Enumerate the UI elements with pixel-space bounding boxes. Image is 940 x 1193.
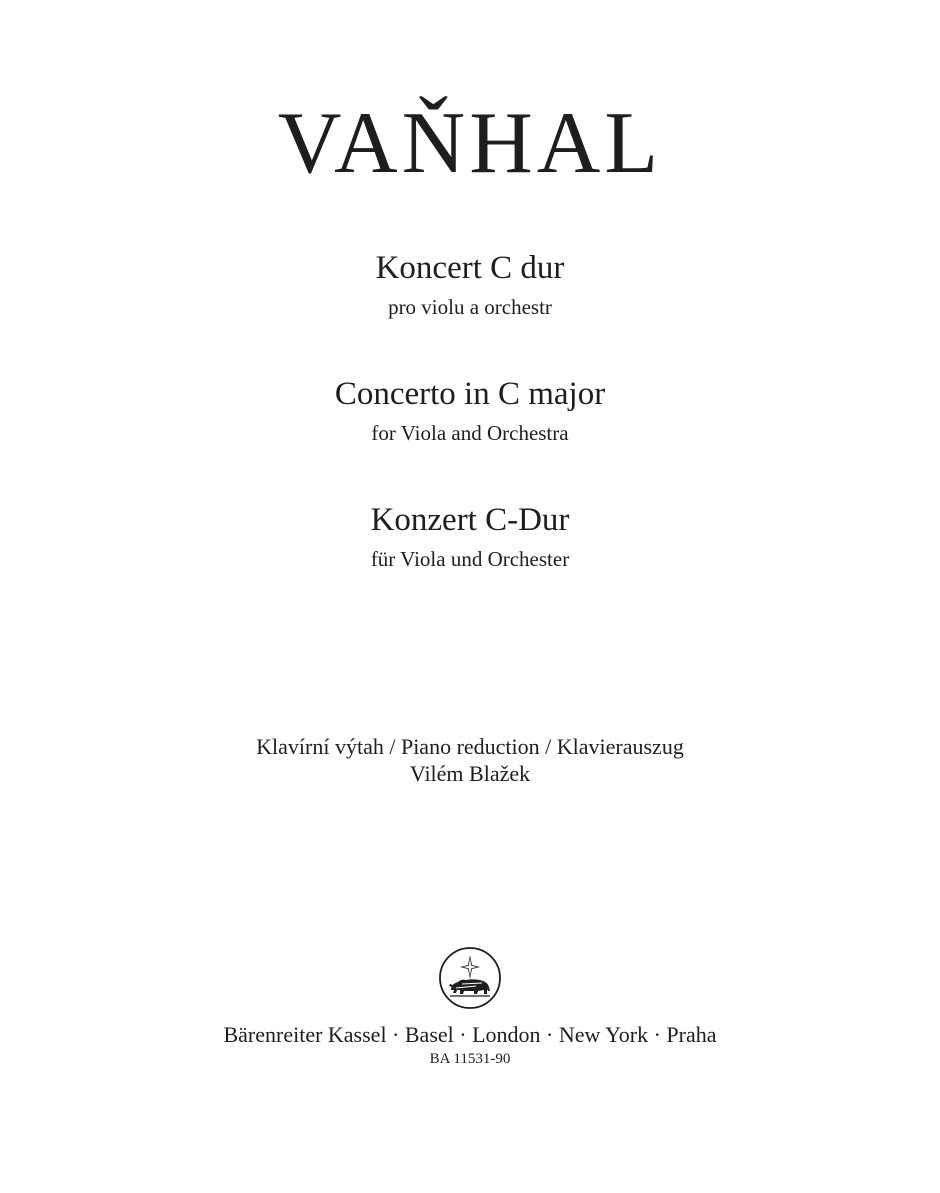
bear-star-icon [438,946,502,1010]
composer-name: VAŇHAL [277,95,663,192]
subtitle-english: for Viola and Orchestra [371,421,569,445]
title-english: Concerto in C major [334,376,606,412]
subtitle-german: für Viola und Orchester [370,547,570,571]
subtitle-czech: pro violu a orchestr [388,295,552,319]
title-czech: Koncert C dur [375,250,565,286]
publisher-line: Bärenreiter Kassel · Basel · London · New York · Praha [223,1022,717,1047]
arrangement-label: Klavírní výtah / Piano reduction / Klavierauszug [256,734,684,759]
catalog-number: BA 11531-90 [429,1051,511,1067]
title-german: Konzert C-Dur [370,502,570,538]
arranger-name: Vilém Blažek [409,761,531,786]
